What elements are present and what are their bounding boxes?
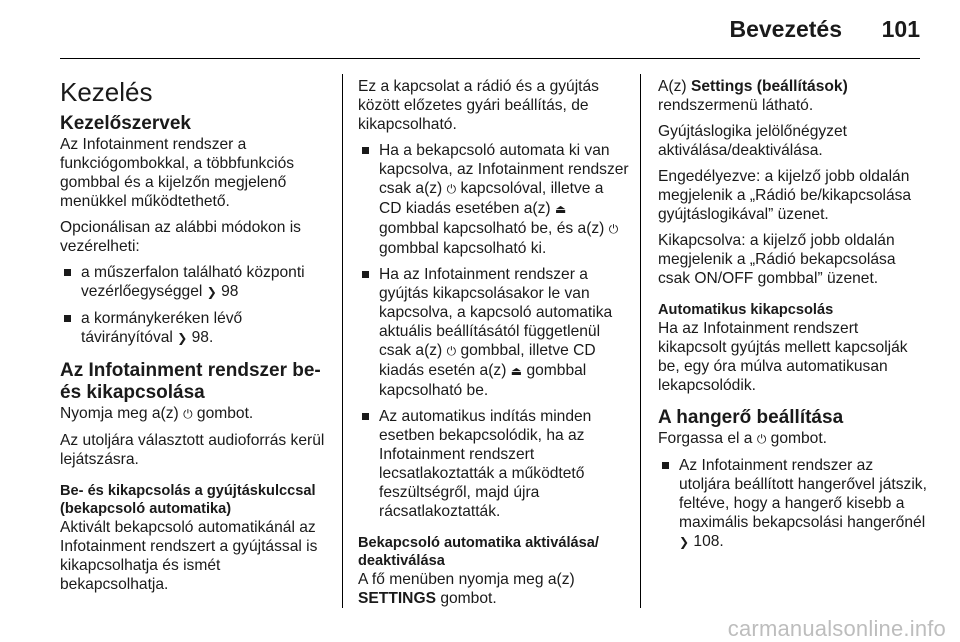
paragraph: Nyomja meg a(z) ⏻ gombot. <box>60 405 254 422</box>
settings-button-label: SETTINGS <box>358 590 436 607</box>
page-number: 101 <box>881 16 920 42</box>
paragraph: Forgassa el a ⏻ gombot. <box>658 430 828 447</box>
section-title: Kezelés <box>60 77 153 107</box>
paragraph: Az utoljára választott audioforrás kerül lejátszásra. <box>60 432 325 468</box>
heading-power: Az Infotainment rendszer be- és kikapcsolása <box>60 360 321 403</box>
column-divider-2 <box>640 74 641 608</box>
eject-icon: ⏏ <box>554 202 567 216</box>
bullet-item: Ha a bekapcsoló automata ki van kapcsolva, az Infotainment rendszer csak a(z) ⏻ kapcsolóval, illetve a CD kiadás esetében a(z) ⏏ gombbal kapcsolható be, és a(z) ⏻ gombbal kapcsolható ki. <box>358 141 630 258</box>
header-rule <box>60 58 920 59</box>
column-2 <box>358 77 630 615</box>
page-ref-link[interactable]: 98. <box>191 329 214 346</box>
column-divider-1 <box>342 74 343 608</box>
power-knob-icon: ⏻ <box>756 432 767 446</box>
power-knob-icon: ⏻ <box>446 344 457 358</box>
paragraph: Engedélyezve: a kijelző jobb oldalán megjelenik a „Rádió be/kikapcsolása gyújtáslogikával” üzenet. <box>658 168 912 223</box>
paragraph: A fő menüben nyomja meg a(z) SETTINGS gombot. <box>358 571 575 607</box>
paragraph: Ez a kapcsolat a rádió és a gyújtás között előzetes gyári beállítás, de kikapcsolható. <box>358 78 599 133</box>
paragraph: Opcionálisan az alábbi módokon is vezérelheti: <box>60 219 301 255</box>
paragraph: Ha az Infotainment rendszert kikapcsolt gyújtás mellett kapcsolják be, egy óra múlva automatikusan lekapcsolódik. <box>658 320 908 394</box>
paragraph: A(z) Settings (beállítások) rendszermenü látható. <box>658 78 848 114</box>
paragraph: Aktivált bekapcsoló automatikánál az Infotainment rendszert a gyújtással is kikapcsolhatja és ismét bekapcsolhatja. <box>60 519 318 593</box>
bullet-item: Ha az Infotainment rendszer a gyújtás kikapcsolásakor le van kapcsolva, a kapcsoló automatika aktuális beállításától függetlenül csak a(z) ⏻ gombbal, illetve CD kiadás esetén a(z) ⏏ gombbal kapcsolható be. <box>358 265 630 400</box>
power-knob-icon: ⏻ <box>608 222 619 236</box>
bullet-item: Az Infotainment rendszer az utoljára beállított hangerővel játszik, feltéve, hogy a hangerő kisebb a maximális bekapcsolási hangerőnél ❯ 108. <box>658 456 928 552</box>
power-knob-icon: ⏻ <box>183 407 193 421</box>
bullet-item: Az automatikus indítás minden esetben bekapcsolódik, ha az Infotainment rendszert lecsatlakoztatták a működtető feszültségről, majd újra rácsatlakoztatták. <box>358 407 630 521</box>
column-3 <box>658 77 928 559</box>
page-ref-icon: ❯ <box>679 535 690 549</box>
page-ref-icon: ❯ <box>177 331 188 345</box>
watermark: carmanualsonline.info <box>727 616 946 641</box>
page-ref-icon: ❯ <box>206 285 217 299</box>
page-ref-link[interactable]: 98 <box>221 283 239 300</box>
eject-icon: ⏏ <box>510 364 523 378</box>
page-ref-link[interactable]: 108. <box>693 533 724 550</box>
header-title: Bevezetés <box>729 16 842 42</box>
subheading-autooff: Automatikus kikapcsolás <box>658 302 834 318</box>
bullet-item: a műszerfalon található központi vezérlőegységgel ❯ 98 <box>60 263 330 302</box>
power-knob-icon: ⏻ <box>446 182 457 196</box>
subheading-ignition: Be- és kikapcsolás a gyújtáskulccsal (bekapcsoló automatika) <box>60 483 316 517</box>
bullet-item: a kormánykeréken lévő távirányítóval ❯ 98. <box>60 309 330 348</box>
paragraph: Az Infotainment rendszer a funkciógombokkal, a többfunkciós gombbal és a kijelzőn megjelenő menükkel működtethető. <box>60 136 295 210</box>
paragraph: Kikapcsolva: a kijelző jobb oldalán megjelenik a „Rádió bekapcsolása csak ON/OFF gombbal” üzenet. <box>658 232 896 287</box>
column-1 <box>60 77 330 601</box>
heading-volume: A hangerő beállítása <box>658 407 844 428</box>
paragraph: Gyújtáslogika jelölőnégyzet aktiválása/deaktiválása. <box>658 123 847 159</box>
settings-menu-label: Settings (beállítások) <box>690 78 848 95</box>
subheading-autostart: Bekapcsoló automatika aktiválása/ deaktiválása <box>358 535 599 569</box>
heading-controls: Kezelőszervek <box>60 113 191 134</box>
